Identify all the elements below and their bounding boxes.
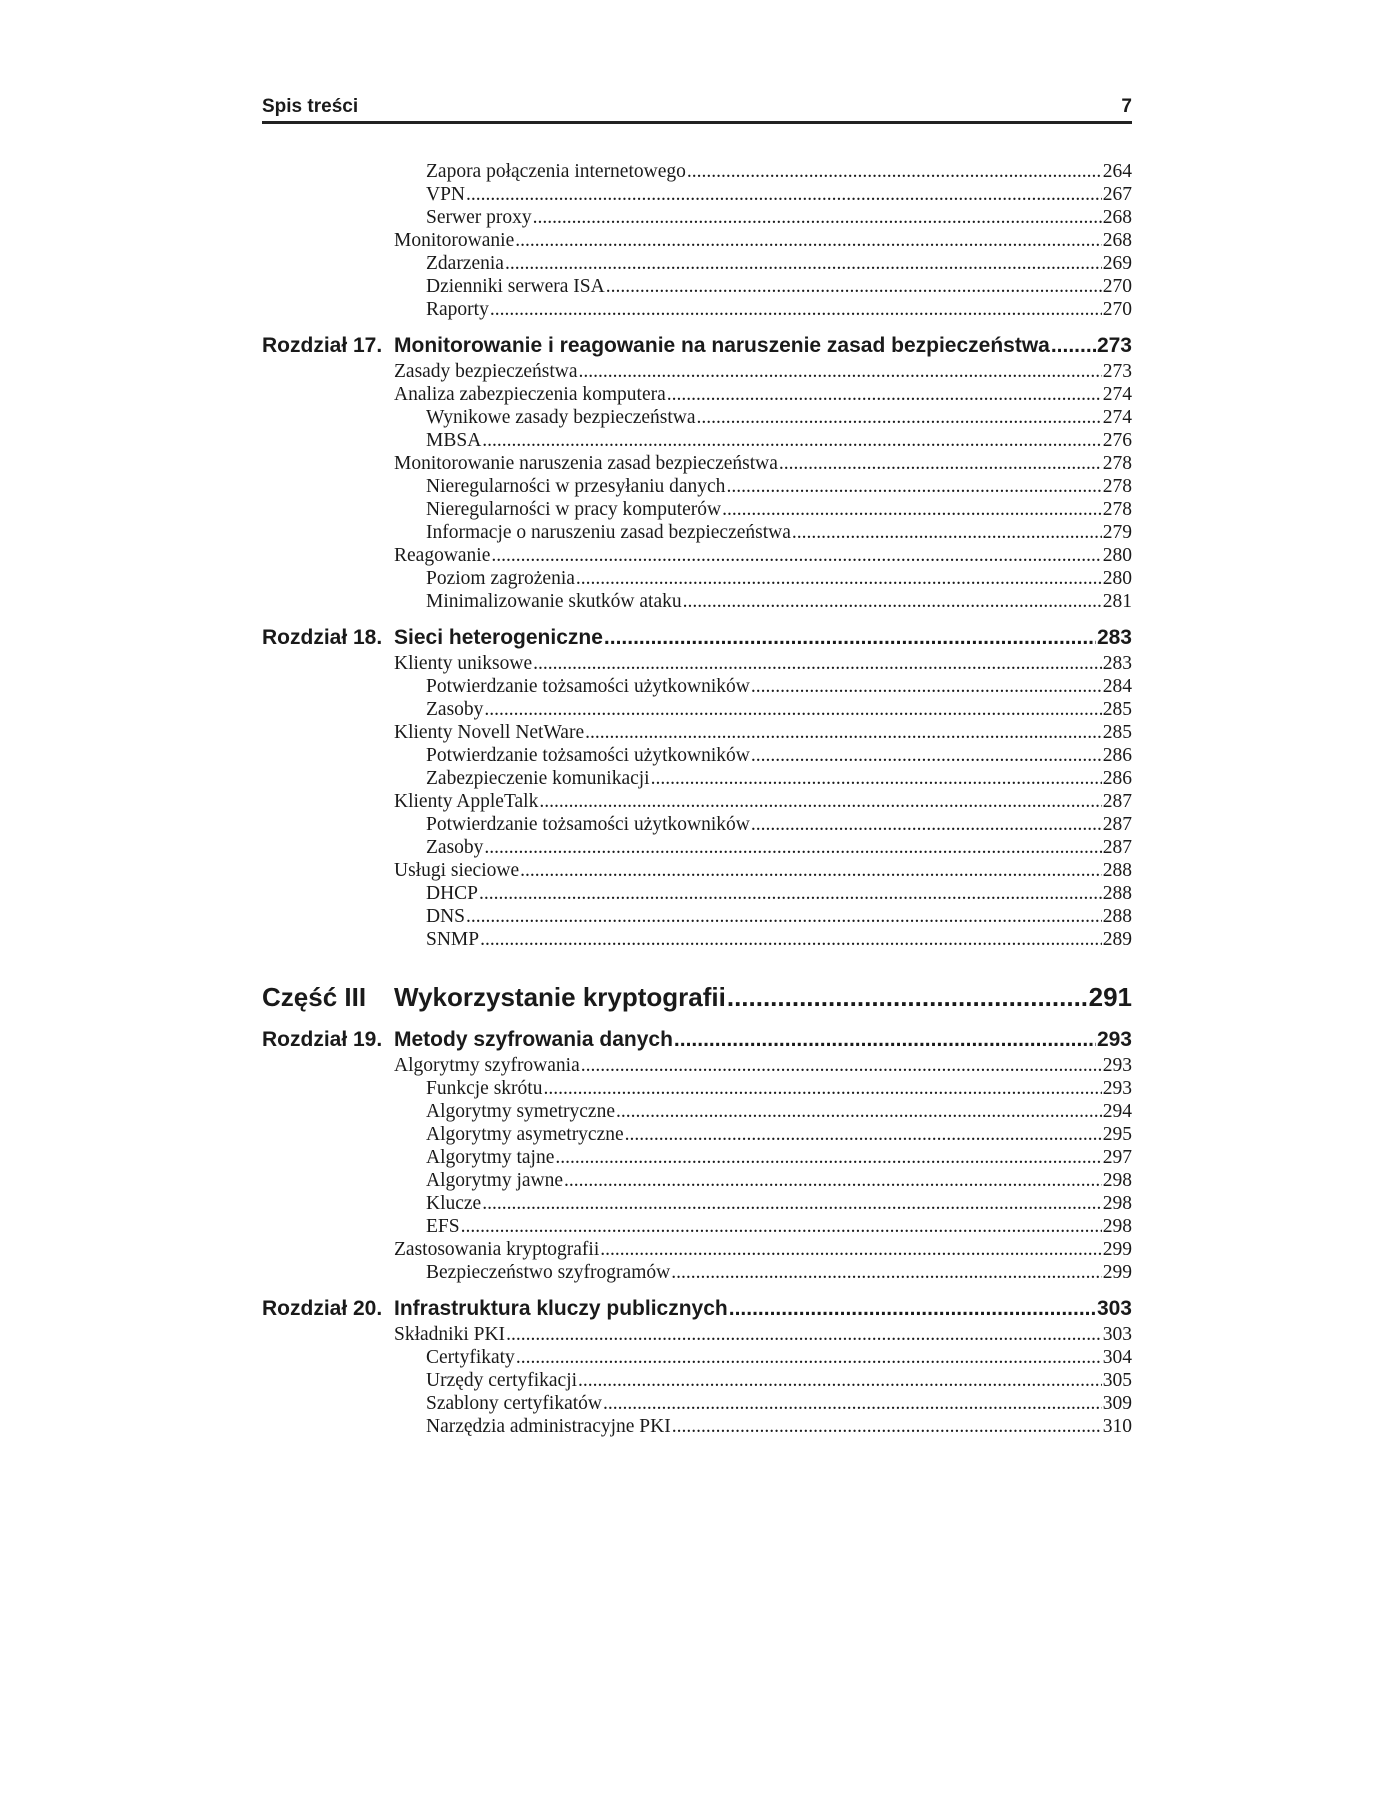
dot-leader <box>506 1323 1102 1346</box>
dot-leader <box>792 521 1102 544</box>
toc-entry <box>262 652 1132 675</box>
entry-title: DNS <box>426 906 466 927</box>
dot-leader <box>491 544 1101 567</box>
entry-page-number: 281 <box>1102 591 1132 612</box>
entry-title: Wynikowe zasady bezpieczeństwa <box>426 407 696 428</box>
toc-page <box>262 96 1132 1438</box>
dot-leader <box>461 1215 1102 1238</box>
entry-page-number: 283 <box>1096 626 1132 649</box>
toc-entry <box>262 252 1132 275</box>
toc-entry <box>262 1054 1132 1077</box>
toc-entry <box>262 275 1132 298</box>
entry-page-number: 287 <box>1102 791 1132 812</box>
running-header <box>262 96 1132 124</box>
entry-page-number: 294 <box>1102 1101 1132 1122</box>
dot-leader <box>616 1100 1102 1123</box>
entry-page-number: 288 <box>1102 860 1132 881</box>
dot-leader <box>576 567 1102 590</box>
dot-leader <box>600 1238 1102 1261</box>
toc-entry <box>262 1238 1132 1261</box>
entry-title: Analiza zabezpieczenia komputera <box>394 384 666 405</box>
dot-leader <box>564 1169 1102 1192</box>
toc-entry <box>262 1369 1132 1392</box>
toc-entry <box>262 698 1132 721</box>
entry-page-number: 269 <box>1102 253 1132 274</box>
entry-page-number: 274 <box>1102 384 1132 405</box>
dot-leader <box>697 406 1102 429</box>
entry-title: VPN <box>426 184 466 205</box>
entry-title: Monitorowanie <box>394 230 515 251</box>
toc-entry <box>262 1392 1132 1415</box>
toc-entry <box>262 1261 1132 1284</box>
dot-leader <box>672 1415 1102 1438</box>
toc-entry <box>262 183 1132 206</box>
entry-title: Potwierdzanie tożsamości użytkowników <box>426 814 750 835</box>
dot-leader <box>683 590 1102 613</box>
toc-entry <box>262 1215 1132 1238</box>
toc-entry <box>262 721 1132 744</box>
entry-title: Infrastruktura kluczy publicznych <box>394 1297 728 1320</box>
entry-page-number: 288 <box>1102 883 1132 904</box>
dot-leader <box>751 813 1102 836</box>
dot-leader <box>751 744 1102 767</box>
toc-entry <box>262 836 1132 859</box>
chapter-number: Rozdział 18. <box>262 626 383 649</box>
entry-title: DHCP <box>426 883 479 904</box>
entry-page-number: 299 <box>1102 1239 1132 1260</box>
entry-title: Zasady bezpieczeństwa <box>394 361 578 382</box>
dot-leader <box>606 275 1102 298</box>
entry-title: Potwierdzanie tożsamości użytkowników <box>426 745 750 766</box>
entry-page-number: 293 <box>1096 1028 1132 1051</box>
dot-leader <box>625 1123 1102 1146</box>
entry-title: Raporty <box>426 299 489 320</box>
entry-page-number: 303 <box>1096 1297 1132 1320</box>
part-entry <box>262 979 1132 1015</box>
toc-entry <box>262 429 1132 452</box>
entry-title: Metody szyfrowania danych <box>394 1028 673 1051</box>
toc-entry <box>262 1146 1132 1169</box>
chapter-entry <box>262 1295 1132 1323</box>
toc-entry <box>262 1323 1132 1346</box>
entry-page-number: 278 <box>1102 476 1132 497</box>
entry-title: Certyfikaty <box>426 1347 515 1368</box>
dot-leader <box>671 1261 1102 1284</box>
dot-leader <box>482 1192 1102 1215</box>
dot-leader <box>555 1146 1101 1169</box>
entry-page-number: 285 <box>1102 722 1132 743</box>
entry-page-number: 288 <box>1102 906 1132 927</box>
entry-page-number: 287 <box>1102 814 1132 835</box>
entry-page-number: 274 <box>1102 407 1132 428</box>
dot-leader <box>722 498 1102 521</box>
dot-leader <box>516 1346 1102 1369</box>
entry-title: Dzienniki serwera ISA <box>426 276 605 297</box>
entry-title: Klucze <box>426 1193 482 1214</box>
entry-title: Nieregularności w przesyłaniu danych <box>426 476 726 497</box>
dot-leader <box>515 229 1102 252</box>
entry-page-number: 273 <box>1096 334 1132 357</box>
entry-page-number: 298 <box>1102 1170 1132 1191</box>
toc-entry <box>262 859 1132 882</box>
toc-entry <box>262 160 1132 183</box>
toc-entry <box>262 1077 1132 1100</box>
entry-title: Klienty uniksowe <box>394 653 533 674</box>
toc-entry <box>262 1192 1132 1215</box>
toc-entry <box>262 590 1132 613</box>
dot-leader <box>484 698 1101 721</box>
chapter-number: Rozdział 17. <box>262 334 383 357</box>
entry-page-number: 278 <box>1102 453 1132 474</box>
toc-entry <box>262 790 1132 813</box>
entry-title: Zastosowania kryptografii <box>394 1239 600 1260</box>
toc-entry <box>262 1169 1132 1192</box>
entry-page-number: 297 <box>1102 1147 1132 1168</box>
entry-page-number: 291 <box>1088 982 1132 1012</box>
entry-page-number: 280 <box>1102 568 1132 589</box>
dot-leader <box>479 882 1102 905</box>
entry-page-number: 287 <box>1102 837 1132 858</box>
entry-page-number: 310 <box>1102 1416 1132 1437</box>
entry-title: Zasoby <box>426 837 484 858</box>
entry-page-number: 283 <box>1102 653 1132 674</box>
toc-entry <box>262 813 1132 836</box>
chapter-number: Rozdział 20. <box>262 1297 383 1320</box>
entry-title: Serwer proxy <box>426 207 532 228</box>
dot-leader <box>543 1077 1101 1100</box>
dot-leader <box>1051 332 1096 360</box>
dot-leader <box>674 1026 1096 1054</box>
entry-title: MBSA <box>426 430 482 451</box>
chapter-entry <box>262 1026 1132 1054</box>
entry-page-number: 270 <box>1102 299 1132 320</box>
entry-title: Nieregularności w pracy komputerów <box>426 499 722 520</box>
toc-entry <box>262 1100 1132 1123</box>
toc-entry <box>262 675 1132 698</box>
entry-page-number: 299 <box>1102 1262 1132 1283</box>
entry-page-number: 304 <box>1102 1347 1132 1368</box>
entry-page-number: 268 <box>1102 230 1132 251</box>
entry-title: Reagowanie <box>394 545 491 566</box>
dot-leader <box>727 979 1088 1015</box>
entry-page-number: 273 <box>1102 361 1132 382</box>
dot-leader <box>482 429 1101 452</box>
entry-title: Zdarzenia <box>426 253 504 274</box>
toc-entry <box>262 498 1132 521</box>
entry-title: Monitorowanie i reagowanie na naruszenie zasad bezpieczeństwa <box>394 334 1050 357</box>
toc-entry <box>262 1123 1132 1146</box>
dot-leader <box>779 452 1102 475</box>
part-number: Część III <box>262 982 367 1012</box>
entry-page-number: 305 <box>1102 1370 1132 1391</box>
dot-leader <box>539 790 1101 813</box>
entry-title: Funkcje skrótu <box>426 1078 543 1099</box>
dot-leader <box>466 183 1102 206</box>
entry-title: Klienty AppleTalk <box>394 791 539 812</box>
toc-entry <box>262 229 1132 252</box>
entry-title: Algorytmy szyfrowania <box>394 1055 580 1076</box>
entry-title: Klienty Novell NetWare <box>394 722 585 743</box>
toc-entry <box>262 383 1132 406</box>
entry-page-number: 264 <box>1102 161 1132 182</box>
entry-title: Narzędzia administracyjne PKI <box>426 1416 671 1437</box>
entry-page-number: 298 <box>1102 1193 1132 1214</box>
entry-title: Informacje o naruszeniu zasad bezpieczeństwa <box>426 522 791 543</box>
entry-page-number: 267 <box>1102 184 1132 205</box>
toc-entry <box>262 744 1132 767</box>
dot-leader <box>480 928 1102 951</box>
toc-entry <box>262 206 1132 229</box>
dot-leader <box>726 475 1101 498</box>
dot-leader <box>505 252 1102 275</box>
entry-title: Minimalizowanie skutków ataku <box>426 591 682 612</box>
entry-title: Algorytmy jawne <box>426 1170 564 1191</box>
entry-page-number: 303 <box>1102 1324 1132 1345</box>
dot-leader <box>533 206 1102 229</box>
entry-page-number: 286 <box>1102 768 1132 789</box>
entry-page-number: 270 <box>1102 276 1132 297</box>
chapter-entry <box>262 332 1132 360</box>
entry-title: Zasoby <box>426 699 484 720</box>
entry-page-number: 298 <box>1102 1216 1132 1237</box>
entry-title: Algorytmy asymetryczne <box>426 1124 624 1145</box>
dot-leader <box>520 859 1102 882</box>
entry-page-number: 276 <box>1102 430 1132 451</box>
entry-title: Bezpieczeństwo szyfrogramów <box>426 1262 671 1283</box>
entry-page-number: 279 <box>1102 522 1132 543</box>
dot-leader <box>490 298 1102 321</box>
dot-leader <box>729 1295 1096 1323</box>
toc-entry <box>262 521 1132 544</box>
entry-title: Zapora połączenia internetowego <box>426 161 686 182</box>
dot-leader <box>581 1054 1102 1077</box>
entry-title: Algorytmy symetryczne <box>426 1101 615 1122</box>
dot-leader <box>533 652 1102 675</box>
toc-entry <box>262 567 1132 590</box>
header-page-number: 7 <box>1121 96 1132 117</box>
entry-title: Składniki PKI <box>394 1324 506 1345</box>
entry-title: Monitorowanie naruszenia zasad bezpieczeństwa <box>394 453 778 474</box>
dot-leader <box>751 675 1102 698</box>
toc-entry <box>262 406 1132 429</box>
entry-title: Wykorzystanie kryptografii <box>394 982 726 1012</box>
toc-entry <box>262 905 1132 928</box>
toc-entry <box>262 360 1132 383</box>
chapter-number: Rozdział 19. <box>262 1028 383 1051</box>
entry-title: Zabezpieczenie komunikacji <box>426 768 650 789</box>
entry-page-number: 280 <box>1102 545 1132 566</box>
dot-leader <box>687 160 1102 183</box>
dot-leader <box>603 1392 1102 1415</box>
chapter-entry <box>262 624 1132 652</box>
entry-title: Poziom zagrożenia <box>426 568 575 589</box>
entry-title: Usługi sieciowe <box>394 860 520 881</box>
entry-title: Sieci heterogeniczne <box>394 626 603 649</box>
toc-entry <box>262 882 1132 905</box>
entry-title: Urzędy certyfikacji <box>426 1370 578 1391</box>
toc-list <box>262 160 1132 1438</box>
entry-title: Algorytmy tajne <box>426 1147 555 1168</box>
dot-leader <box>651 767 1102 790</box>
dot-leader <box>484 836 1101 859</box>
dot-leader <box>585 721 1102 744</box>
entry-page-number: 278 <box>1102 499 1132 520</box>
dot-leader <box>667 383 1102 406</box>
toc-entry <box>262 1415 1132 1438</box>
toc-entry <box>262 475 1132 498</box>
entry-page-number: 293 <box>1102 1055 1132 1076</box>
entry-page-number: 286 <box>1102 745 1132 766</box>
entry-page-number: 295 <box>1102 1124 1132 1145</box>
entry-title: Potwierdzanie tożsamości użytkowników <box>426 676 750 697</box>
toc-entry <box>262 298 1132 321</box>
toc-entry <box>262 1346 1132 1369</box>
entry-page-number: 284 <box>1102 676 1132 697</box>
header-title: Spis treści <box>262 96 359 117</box>
entry-page-number: 268 <box>1102 207 1132 228</box>
entry-page-number: 285 <box>1102 699 1132 720</box>
dot-leader <box>466 905 1102 928</box>
dot-leader <box>578 1369 1102 1392</box>
entry-title: SNMP <box>426 929 480 950</box>
entry-title: EFS <box>426 1216 460 1237</box>
dot-leader <box>604 624 1096 652</box>
entry-page-number: 309 <box>1102 1393 1132 1414</box>
entry-page-number: 293 <box>1102 1078 1132 1099</box>
toc-entry <box>262 544 1132 567</box>
entry-title: Szablony certyfikatów <box>426 1393 602 1414</box>
toc-entry <box>262 928 1132 951</box>
toc-entry <box>262 452 1132 475</box>
entry-page-number: 289 <box>1102 929 1132 950</box>
dot-leader <box>579 360 1102 383</box>
toc-entry <box>262 767 1132 790</box>
